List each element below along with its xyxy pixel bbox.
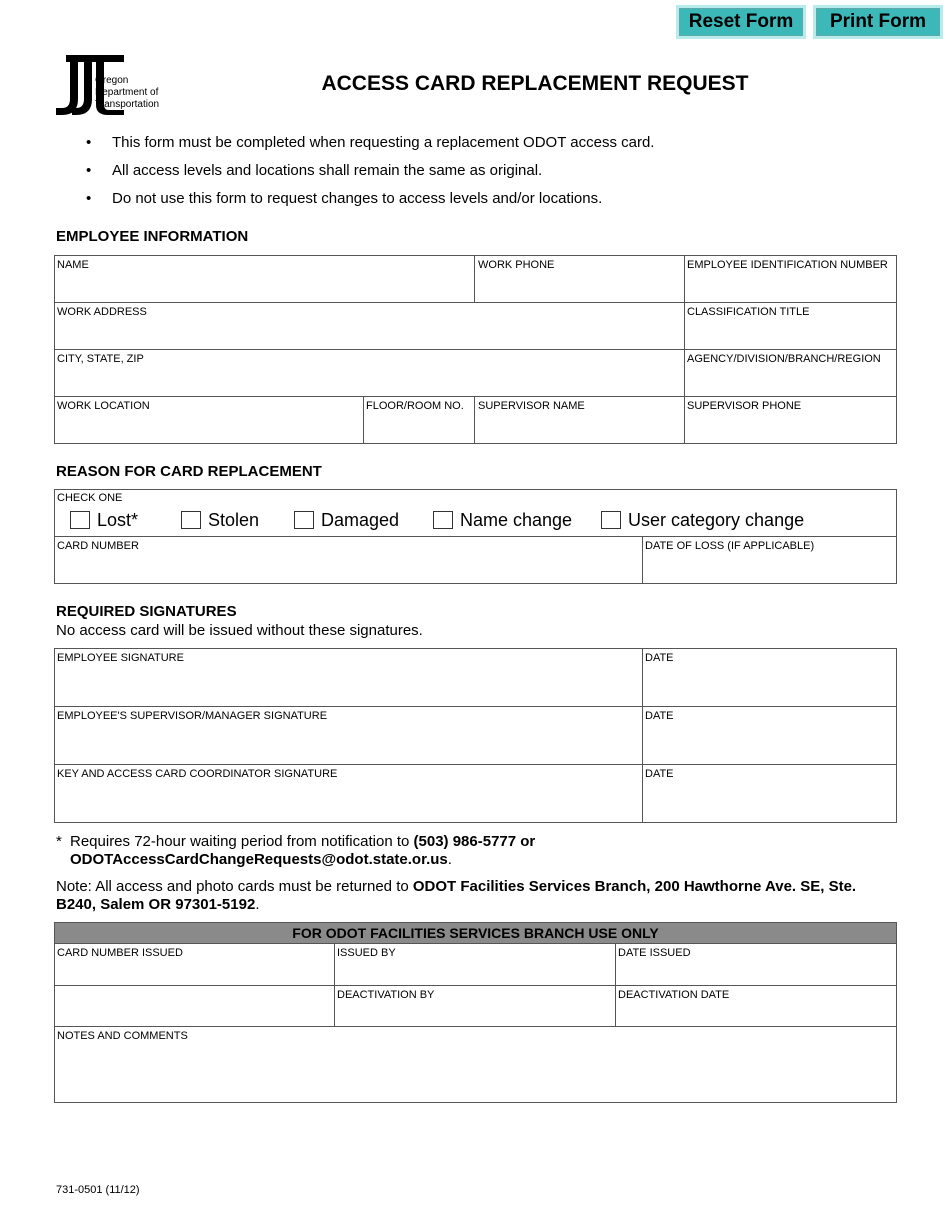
employee-section-heading: EMPLOYEE INFORMATION: [56, 228, 249, 245]
deactivation-by-field[interactable]: DEACTIVATION BY: [337, 989, 435, 1001]
name-field[interactable]: NAME: [57, 259, 89, 271]
reset-form-button[interactable]: Reset Form: [676, 5, 806, 39]
checkbox-name-change[interactable]: Name change: [433, 510, 572, 531]
contact-email-line: ODOTAccessCardChangeRequests@odot.state.or.us.: [70, 851, 452, 868]
waiting-period-note: Requires 72-hour waiting period from notification to (503) 986-5777 or: [70, 833, 536, 850]
issued-by-field[interactable]: ISSUED BY: [337, 947, 396, 959]
checkbox-stolen[interactable]: Stolen: [181, 510, 259, 531]
employee-id-field[interactable]: EMPLOYEE IDENTIFICATION NUMBER: [687, 259, 888, 271]
signatures-section-heading: REQUIRED SIGNATURES: [56, 603, 237, 620]
classification-title-field[interactable]: CLASSIFICATION TITLE: [687, 306, 810, 318]
supervisor-signature-field[interactable]: EMPLOYEE'S SUPERVISOR/MANAGER SIGNATURE: [57, 710, 328, 722]
supervisor-phone-field[interactable]: SUPERVISOR PHONE: [687, 400, 802, 412]
deactivation-date-field[interactable]: DEACTIVATION DATE: [618, 989, 730, 1001]
list-item: • Do not use this form to request changes to access levels and/or locations.: [86, 190, 654, 218]
office-use-table: [54, 943, 897, 1103]
checkbox-user-category-change[interactable]: User category change: [601, 510, 804, 531]
checkbox-damaged[interactable]: Damaged: [294, 510, 399, 531]
card-number-field[interactable]: CARD NUMBER: [57, 540, 139, 552]
form-number: 731-0501 (11/12): [56, 1184, 140, 1196]
work-address-field[interactable]: WORK ADDRESS: [57, 306, 147, 318]
office-use-heading: FOR ODOT FACILITIES SERVICES BRANCH USE ONLY: [54, 922, 897, 944]
return-note-line2: B240, Salem OR 97301-5192.: [56, 896, 260, 913]
city-state-zip-field[interactable]: CITY, STATE, ZIP: [57, 353, 144, 365]
card-number-issued-field[interactable]: CARD NUMBER ISSUED: [57, 947, 183, 959]
logo-text: Oregon Department of Transportation: [95, 75, 160, 110]
coordinator-signature-date-field[interactable]: DATE: [645, 768, 674, 780]
work-phone-field[interactable]: WORK PHONE: [478, 259, 555, 271]
floor-room-field[interactable]: FLOOR/ROOM NO.: [366, 400, 464, 412]
list-item: • All access levels and locations shall remain the same as original.: [86, 162, 654, 190]
return-note: Note: All access and photo cards must be returned to ODOT Facilities Services Branch, 200 Hawthorne Ave. SE, Ste.: [56, 878, 857, 895]
supervisor-signature-date-field[interactable]: DATE: [645, 710, 674, 722]
work-location-field[interactable]: WORK LOCATION: [57, 400, 150, 412]
page-title: ACCESS CARD REPLACEMENT REQUEST: [321, 72, 749, 95]
checkbox-lost[interactable]: Lost*: [70, 510, 138, 531]
signatures-table: [54, 648, 897, 823]
supervisor-name-field[interactable]: SUPERVISOR NAME: [478, 400, 585, 412]
list-item: • This form must be completed when requesting a replacement ODOT access card.: [86, 134, 654, 162]
date-of-loss-field[interactable]: DATE OF LOSS (IF APPLICABLE): [645, 540, 815, 552]
instructions-list: [86, 134, 654, 218]
date-issued-field[interactable]: DATE ISSUED: [618, 947, 691, 959]
employee-signature-field[interactable]: EMPLOYEE SIGNATURE: [57, 652, 184, 664]
notes-comments-field[interactable]: NOTES AND COMMENTS: [57, 1030, 188, 1042]
signatures-subtext: No access card will be issued without these signatures.: [56, 622, 423, 639]
print-form-button[interactable]: Print Form: [813, 5, 943, 39]
coordinator-signature-field[interactable]: KEY AND ACCESS CARD COORDINATOR SIGNATURE: [57, 768, 338, 780]
check-one-label: CHECK ONE: [57, 492, 123, 504]
agency-field[interactable]: AGENCY/DIVISION/BRANCH/REGION: [687, 353, 881, 365]
asterisk: *: [56, 833, 62, 850]
employee-signature-date-field[interactable]: DATE: [645, 652, 674, 664]
reason-section-heading: REASON FOR CARD REPLACEMENT: [56, 463, 322, 480]
contact-email: ODOTAccessCardChangeRequests@odot.state.or.us: [70, 851, 448, 868]
